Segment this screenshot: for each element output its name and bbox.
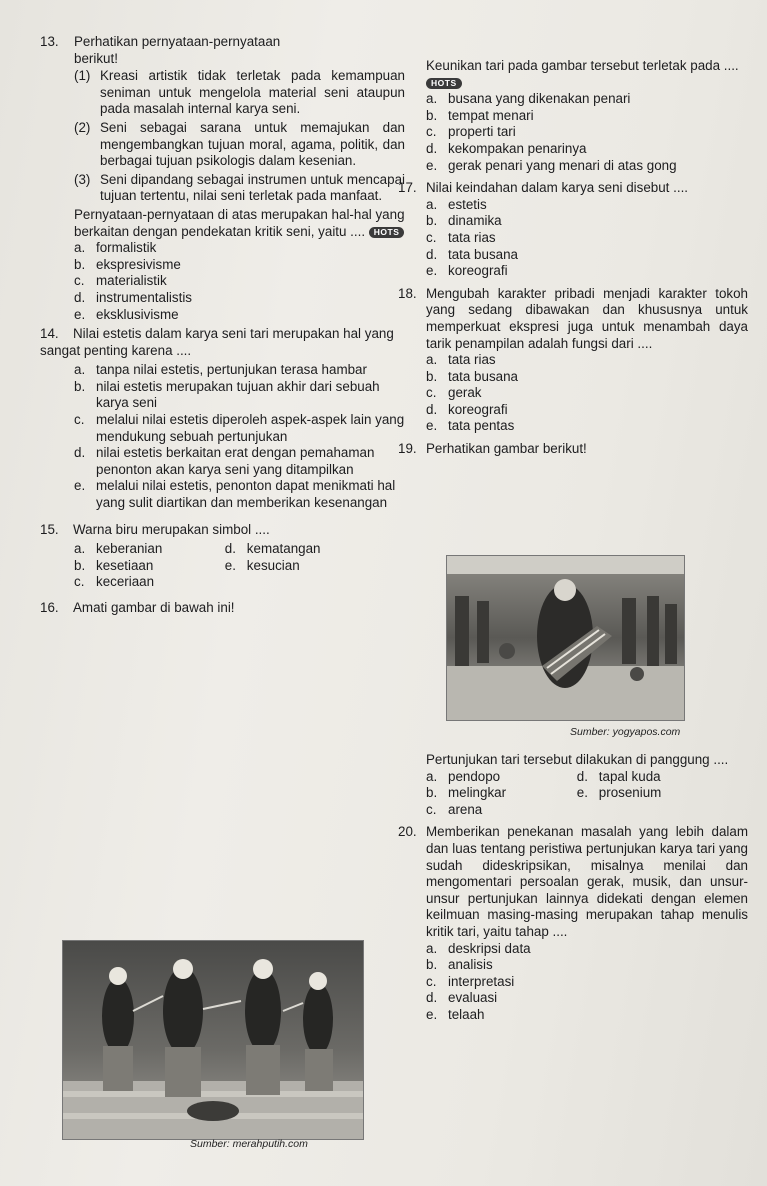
option-letter: e. [74, 306, 86, 322]
option-letter: a. [426, 196, 438, 212]
option-e[interactable] [225, 558, 364, 575]
option-letter: a. [74, 362, 86, 378]
question-15 [40, 522, 405, 591]
question-number: 16. [40, 600, 59, 615]
option-letter: e. [426, 418, 438, 434]
question-text: Pertunjukan tari tersebut dilakukan di panggung .... [426, 752, 729, 767]
option-letter: c. [426, 973, 437, 989]
question-text: Perhatikan gambar berikut! [426, 441, 587, 457]
hots-badge: HOTS [369, 227, 405, 238]
option-text: kesetiaan [96, 557, 154, 573]
option-c[interactable] [74, 574, 225, 591]
question-19 [398, 441, 748, 458]
question-16 [40, 600, 405, 617]
statement-text: Seni dipandang sebagai instrumen untuk mencapai tujuan tertentu, nilai seni terletak pada manfaat. [100, 171, 405, 204]
dance-photo-q16 [62, 940, 364, 1140]
question-number: 17. [398, 180, 417, 196]
question-number: 15. [40, 521, 59, 537]
option-a[interactable] [426, 769, 577, 786]
option-text: gerak penari yang menari di atas gong [448, 157, 677, 173]
option-d[interactable] [225, 541, 364, 558]
option-text: tempat menari [448, 107, 534, 123]
statement-text: Kreasi artistik tidak terletak pada kemampuan seniman untuk mengelola material seni ataupun pada masalah internal karya seni. [100, 68, 405, 117]
option-e[interactable] [74, 307, 405, 324]
option-letter: b. [74, 256, 86, 272]
question-18 [398, 286, 748, 435]
option-text: melalui nilai estetis diperoleh aspek-aspek lain yang mendukung sebuah pertunjukan [96, 412, 405, 444]
right-column [398, 58, 748, 458]
option-text: tanpa nilai estetis, pertunjukan terasa hambar [96, 362, 367, 378]
option-letter: b. [426, 107, 438, 123]
option-text: telaah [448, 1006, 485, 1022]
statement-3 [74, 172, 405, 205]
option-letter: d. [426, 246, 438, 262]
option-text: tata busana [448, 368, 518, 384]
option-letter: d. [576, 768, 588, 784]
option-a[interactable] [74, 362, 405, 379]
option-letter: c. [426, 124, 437, 140]
option-letter: b. [426, 368, 438, 384]
option-b[interactable] [426, 785, 577, 802]
option-letter: d. [224, 541, 236, 557]
statement-number: (3) [74, 171, 91, 187]
option-letter: e. [426, 263, 438, 279]
option-text: tata rias [448, 229, 496, 245]
option-letter: d. [74, 445, 86, 461]
statement-number: (1) [74, 68, 91, 84]
option-a[interactable] [426, 352, 748, 369]
question-text: Mengubah karakter pribadi menjadi karakter tokoh yang sedang dibawakan dan khususnya untuk memperkuat ekspresi juga untuk menambah daya tarik penampilan adalah fungsi dari .... [426, 285, 748, 351]
option-c[interactable] [74, 412, 405, 445]
option-text: keceriaan [96, 574, 155, 590]
option-d[interactable] [74, 445, 405, 478]
option-text: formalistik [96, 240, 157, 256]
option-text: nilai estetis merupakan tujuan akhir dari sebuah karya seni [96, 378, 380, 411]
option-c[interactable] [426, 230, 748, 247]
option-d[interactable] [577, 769, 716, 786]
option-d[interactable] [74, 290, 405, 307]
dance-photo-image [447, 556, 684, 720]
option-letter: e. [74, 478, 86, 494]
question-number: 13. [40, 34, 59, 49]
option-letter: a. [426, 768, 438, 784]
option-letter: d. [426, 401, 438, 417]
option-letter: d. [74, 289, 86, 305]
option-c[interactable] [74, 273, 405, 290]
statement-number: (2) [74, 119, 91, 135]
option-text: materialistik [96, 273, 167, 289]
photo-source-q16: Sumber: merahputih.com [190, 1138, 308, 1150]
option-text: estetis [448, 196, 487, 212]
option-text: deskripsi data [448, 940, 531, 956]
option-text: ekspresivisme [96, 256, 181, 272]
option-text: evaluasi [448, 990, 498, 1006]
option-letter: a. [74, 541, 86, 557]
question-14 [40, 326, 405, 512]
option-text: eksklusivisme [96, 306, 179, 322]
option-letter: e. [426, 1006, 438, 1022]
option-d[interactable] [426, 141, 748, 158]
question-number: 20. [398, 824, 417, 840]
option-e[interactable] [426, 158, 748, 175]
option-letter: c. [74, 412, 85, 428]
option-text: busana yang dikenakan penari [448, 91, 631, 107]
option-text: tapal kuda [598, 768, 661, 784]
option-b[interactable] [74, 257, 405, 274]
option-c[interactable] [426, 385, 748, 402]
question-20 [398, 824, 748, 1023]
question-19-continued [398, 752, 748, 818]
option-letter: c. [426, 229, 437, 245]
option-text: dinamika [448, 213, 502, 229]
option-letter: c. [74, 273, 85, 289]
option-text: properti tari [448, 124, 516, 140]
statement-1 [74, 68, 405, 118]
option-b[interactable] [426, 957, 748, 974]
option-text: nilai estetis berkaitan erat dengan pemahaman penonton akan karya seni yang ditampilkan [96, 445, 375, 477]
option-text: prosenium [598, 785, 662, 801]
option-letter: e. [426, 157, 438, 173]
statement-text: Seni sebagai sarana untuk memajukan dan mengembangkan tujuan moral, agama, politik, dan berbagai tujuan psikologis dalam kesenian. [100, 119, 405, 169]
option-a[interactable] [74, 240, 405, 257]
right-column-lower [398, 752, 748, 1024]
option-text: melalui nilai estetis, penonton dapat menikmati hal yang sulit diartikan dan memberikan kesenangan [96, 478, 396, 511]
question-text [74, 207, 405, 240]
question-text: Amati gambar di bawah ini! [73, 600, 235, 615]
question-stem: Pernyataan-pernyataan di atas merupakan hal-hal yang berkaitan dengan pendekatan kritik seni, yaitu .... [74, 206, 405, 239]
option-a[interactable] [426, 941, 748, 958]
hots-badge: HOTS [426, 78, 462, 89]
option-e[interactable] [426, 418, 748, 435]
option-b[interactable] [426, 108, 748, 125]
option-text: kesucian [246, 557, 300, 573]
option-text: koreografi [448, 401, 508, 417]
question-intro: Perhatikan pernyataan-pernyataan berikut! [74, 34, 281, 66]
option-letter: b. [426, 213, 438, 229]
option-e[interactable] [426, 263, 748, 280]
question-text: Nilai keindahan dalam karya seni disebut .... [426, 180, 689, 196]
question-text: Keunikan tari pada gambar tersebut terletak pada .... [426, 58, 739, 73]
option-text: kekompakan penarinya [448, 140, 587, 156]
question-text: Memberikan penekanan masalah yang lebih dalam dan luas tentang peristiwa pertunjukan karya tari yang sudah dideskripsikan, misalnya menilai dan mengomentari persoalan gerak, musik, dan unsur-unsur pertunjukan lainnya didekati dengan elemen keilmuan masing-masing merupakan tahap menulis kritik tari, yaitu tahap .... [426, 824, 748, 939]
option-b[interactable] [426, 369, 748, 386]
option-letter: d. [426, 990, 438, 1006]
option-e[interactable] [74, 478, 405, 511]
question-17 [398, 180, 748, 280]
option-a[interactable] [74, 541, 225, 558]
option-letter: c. [74, 574, 85, 590]
option-letter: b. [426, 785, 438, 801]
option-a[interactable] [426, 91, 748, 108]
question-number: 18. [398, 285, 417, 301]
option-d[interactable] [426, 990, 748, 1007]
option-text: keberanian [96, 541, 163, 557]
left-column [40, 34, 405, 617]
question-text: Warna biru merupakan simbol .... [73, 521, 270, 537]
option-letter: a. [426, 940, 438, 956]
option-b[interactable] [74, 558, 225, 575]
question-16-continued [398, 58, 748, 174]
statement-2 [74, 120, 405, 170]
option-d[interactable] [426, 402, 748, 419]
option-letter: c. [426, 801, 437, 817]
option-c[interactable] [426, 974, 748, 991]
option-text: koreografi [448, 263, 508, 279]
option-text: tata busana [448, 246, 518, 262]
option-b[interactable] [74, 379, 405, 412]
photo-source-q19: Sumber: yogyapos.com [570, 726, 681, 738]
option-text: tata rias [448, 352, 496, 368]
option-text: kematangan [246, 541, 321, 557]
question-number: 19. [398, 441, 417, 457]
dance-photo-image [63, 941, 363, 1139]
option-letter: a. [74, 240, 86, 256]
question-number: 14. [40, 326, 59, 342]
dance-photo-q19 [446, 555, 685, 721]
question-text: Nilai estetis dalam karya seni tari merupakan hal yang sangat penting karena .... [40, 326, 394, 358]
option-text: analisis [448, 957, 493, 973]
option-letter: b. [74, 378, 86, 394]
option-letter: c. [426, 385, 437, 401]
option-text: melingkar [448, 785, 507, 801]
option-d[interactable] [426, 247, 748, 264]
option-a[interactable] [426, 197, 748, 214]
option-letter: b. [74, 557, 86, 573]
option-letter: a. [426, 352, 438, 368]
option-text: interpretasi [448, 973, 515, 989]
option-letter: d. [426, 140, 438, 156]
option-text: tata pentas [448, 418, 515, 434]
option-text: instrumentalistis [96, 289, 192, 305]
option-letter: e. [224, 557, 236, 573]
option-c[interactable] [426, 124, 748, 141]
option-c[interactable] [426, 802, 577, 819]
option-letter: b. [426, 957, 438, 973]
option-text: arena [448, 801, 483, 817]
option-e[interactable] [426, 1007, 748, 1024]
option-text: pendopo [448, 768, 501, 784]
question-13 [40, 34, 405, 323]
option-b[interactable] [426, 213, 748, 230]
option-letter: e. [576, 785, 588, 801]
option-text: gerak [448, 385, 482, 401]
option-letter: a. [426, 91, 438, 107]
option-e[interactable] [577, 785, 716, 802]
